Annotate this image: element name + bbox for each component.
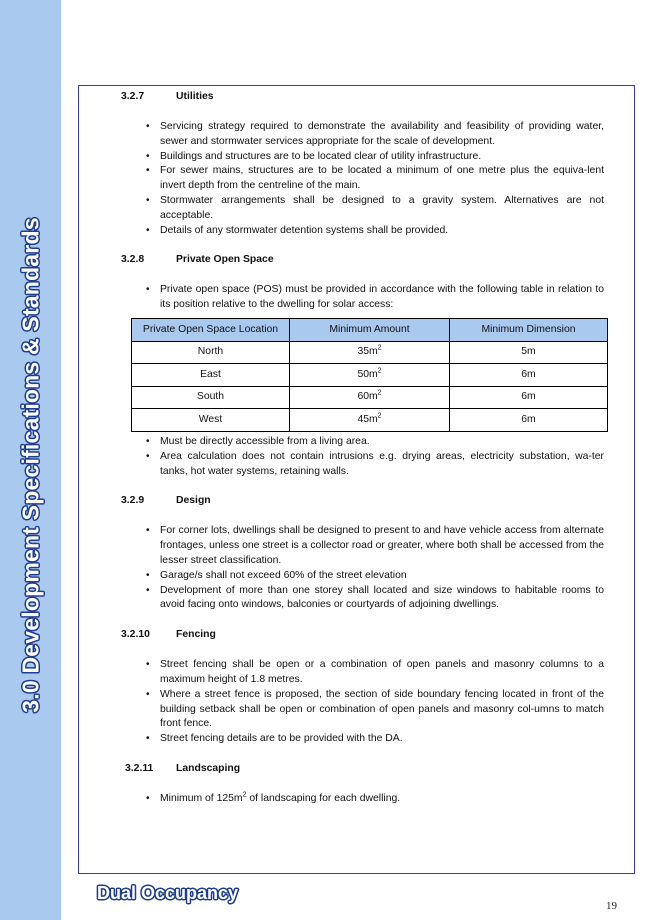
list-item: • Stormwater arrangements shall be designed to a gravity system. Alternatives are not acceptable. [146,194,604,221]
section-heading [121,494,604,509]
table-row [132,386,608,409]
dimension-cell: 6m [450,364,608,387]
sidebar-title: 3.0 Development Specifications & Standards [17,217,44,713]
section-title: Private Open Space [176,254,274,266]
bullet-list [121,792,604,807]
location-cell: North [132,341,290,364]
list-item: • Development of more than one storey shall located and size windows to habitable rooms to avoid facing onto windows, balconies or courtyards of adjoining dwellings. [146,584,604,611]
bullet-list [121,524,604,613]
section-title: Design [176,495,211,507]
section-title: Fencing [176,629,216,641]
list-item: • Private open space (POS) must be provided in accordance with the following table in relation to its position relative to the dwelling for solar access: [146,284,604,311]
section-heading [121,628,604,643]
list-item: • Area calculation does not contain intrusions e.g. drying areas, electricity substation, wa-ter tanks, hot water systems, retaining walls. [146,450,604,477]
section-number: 3.2.8 [121,254,145,266]
bullet-list [121,435,604,479]
sidebar [0,0,61,920]
table-row [132,409,608,432]
table-row [132,364,608,387]
section-number: 3.2.11 [125,762,154,774]
list-item: • For sewer mains, structures are to be located a minimum of one metre plus the equiva-lent invert depth from the centreline of the main. [146,165,604,192]
section-number: 3.2.7 [121,91,145,102]
column-header: Minimum Dimension [450,318,608,341]
amount-cell: $60m^2$ [290,386,450,409]
dimension-cell: 5m [450,341,608,364]
column-header: Private Open Space Location [132,318,290,341]
list-item: • Where a street fence is proposed, the section of side boundary fencing located in front of the building setback shall be open or combination of open panels and masonry col-umns to match front fence. [146,688,604,730]
bullet-list [121,658,604,747]
section-heading [121,253,604,268]
list-item: • Must be directly accessible from a living area. [146,435,370,447]
page-number: 19 [606,900,617,912]
footer-title: Dual Occupancy [97,883,239,903]
section-heading [121,762,604,777]
column-header: Minimum Amount [290,318,450,341]
dimension-cell: 6m [450,386,608,409]
amount-cell: $50m^2$ [290,364,450,387]
table-row [132,341,608,364]
bullet-list [121,283,604,313]
location-cell: West [132,409,290,432]
section-number: 3.2.10 [121,629,150,641]
location-cell: East [132,364,290,387]
section-title: Utilities [176,91,214,102]
list-item: • Garage/s shall not exceed 60% of the street elevation [146,569,407,581]
list-item: • Street fencing shall be open or a combination of open panels and masonry columns to a maximum height of 1.8 metres. [146,659,604,685]
list-item: • Servicing strategy required to demonstrate the availability and feasibility of providing water, sewer and stormwater services appropriate for the scale of development. [146,121,604,147]
amount-cell: $35m^2$ [290,341,450,364]
location-cell: South [132,386,290,409]
section-heading [121,90,604,105]
pos-table [131,318,608,432]
list-item: • Buildings and structures are to be located clear of utility infrastructure. [146,150,482,162]
amount-cell: $45m^2$ [290,409,450,432]
bullet-list [121,120,604,238]
table-header-row [132,318,608,341]
document-content [121,90,604,807]
section-title: Landscaping [176,762,241,774]
list-item: • Street fencing details are to be provided with the DA. [146,733,403,745]
list-item: • Details of any stormwater detention systems shall be provided. [146,224,449,236]
dimension-cell: 6m [450,409,608,432]
list-item: • For corner lots, dwellings shall be designed to present to and have vehicle access from alternate frontages, unless one street is a collector road or greater, where both shall be accessed from the lesser street classification. [146,525,604,566]
section-number: 3.2.9 [121,495,145,507]
list-item: • Minimum of $125m^2$ of landscaping for each dwelling. [146,791,401,804]
